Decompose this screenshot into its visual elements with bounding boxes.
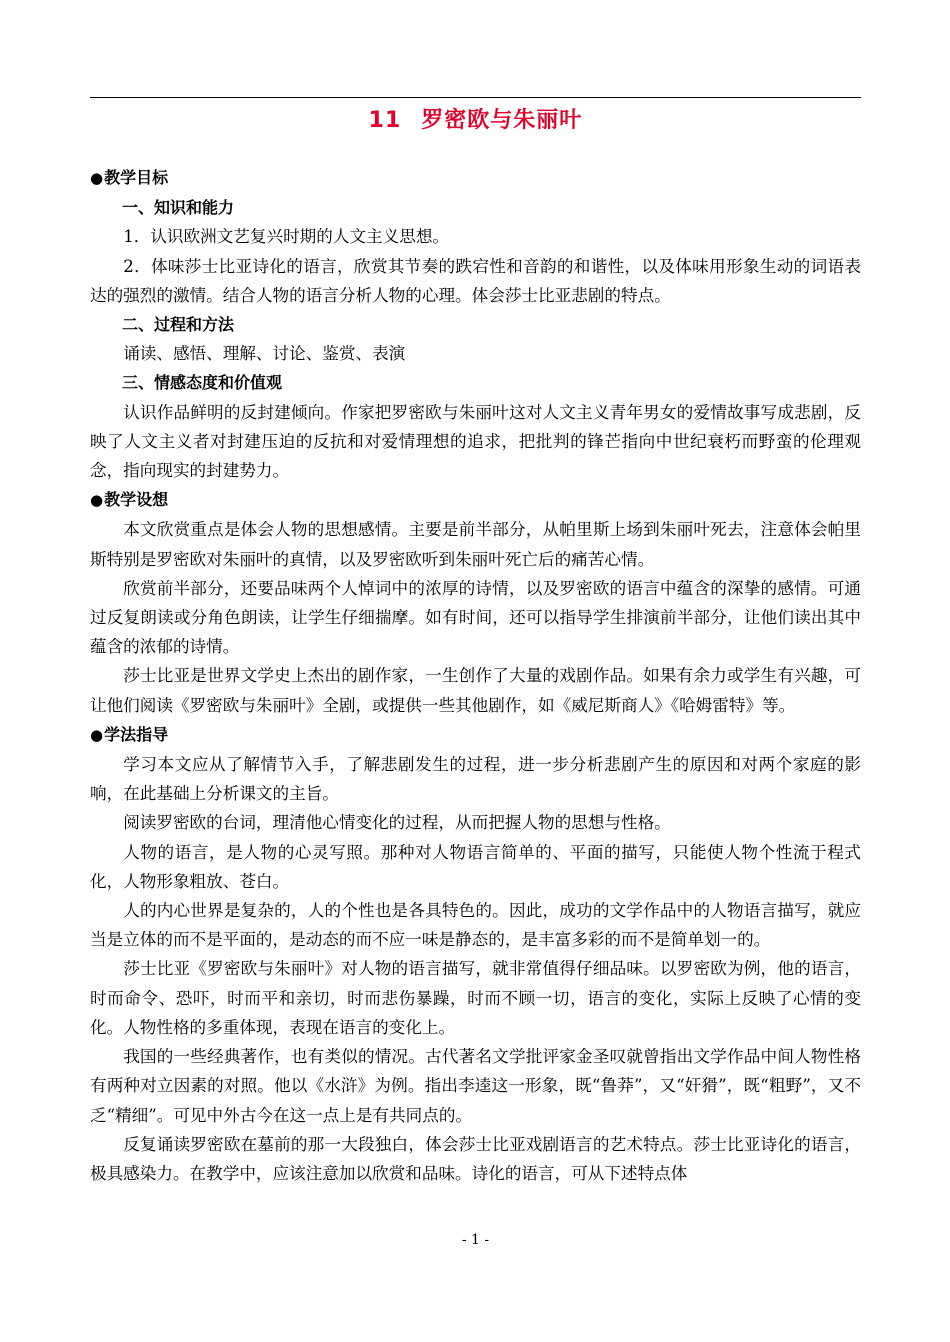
lesson-number: 11 <box>368 108 402 133</box>
document-body <box>90 163 861 1188</box>
method-paragraph: 人的内心世界是复杂的，人的个性也是各具特色的。因此，成功的文学作品中的人物语言描写，就应当是立体的而不是平面的，是动态的而不应一味是静态的，是丰富多彩的而不是简单划一的。 <box>90 901 861 950</box>
bullet-icon: ● <box>90 491 104 510</box>
subheading-process: 二、过程和方法 <box>122 315 235 335</box>
design-paragraph: 莎士比亚是世界文学史上杰出的剧作家，一生创作了大量的戏剧作品。如果有余力或学生有兴趣，可让他们阅读《罗密欧与朱丽叶》全剧，或提供一些其他剧作，如《威尼斯商人》《哈姆雷特》等。 <box>90 666 861 715</box>
design-paragraph: 本文欣赏重点是体会人物的思想感情。主要是前半部分，从帕里斯上场到朱丽叶死去，注意体会帕里斯特别是罗密欧对朱丽叶的真情，以及罗密欧听到朱丽叶死亡后的痛苦心情。 <box>90 520 861 569</box>
method-paragraph: 我国的一些经典著作，也有类似的情况。古代著名文学批评家金圣叹就曾指出文学作品中间人物性格有两种对立因素的对照。他以《水浒》为例。指出李逵这一形象，既“鲁莽”，又“奸猾”，既“粗野”，又不乏“精细”。可见中外古今在这一点上是有共同点的。 <box>90 1047 861 1125</box>
document-page <box>90 0 861 1342</box>
section-heading-design: ●教学设想 <box>90 490 169 510</box>
bullet-icon: ● <box>90 169 104 187</box>
section-heading-goals: ●教学目标 <box>90 168 169 187</box>
goal-item-1: 1．认识欧洲文艺复兴时期的人文主义思想。 <box>123 227 450 247</box>
subheading-knowledge: 一、知识和能力 <box>122 198 235 218</box>
design-paragraph: 欣赏前半部分，还要品味两个人悼词中的浓厚的诗情，以及罗密欧的语言中蕴含的深挚的感情。可通过反复朗读或分角色朗读，让学生仔细揣摩。如有时间，还可以指导学生排演前半部分，让他们读出其中蕴含的浓郁的诗情。 <box>90 578 861 657</box>
lesson-title: 罗密欧与朱丽叶 <box>421 108 583 133</box>
method-paragraph: 学习本文应从了解情节入手，了解悲剧发生的过程，进一步分析悲剧产生的原因和对两个家庭的影响，在此基础上分析课文的主旨。 <box>90 755 861 804</box>
method-paragraph: 阅读罗密欧的台词，理清他心情变化的过程，从而把握人物的思想与性格。 <box>123 813 671 833</box>
goal-item-2: 2．体味莎士比亚诗化的语言，欣赏其节奏的跌宕性和音韵的和谐性，以及体味用形象生动的词语表达的强烈的激情。结合人物的语言分析人物的心理。体会莎士比亚悲剧的特点。 <box>90 256 861 305</box>
subheading-values: 三、情感态度和价值观 <box>122 373 283 393</box>
method-paragraph: 人物的语言，是人物的心灵写照。那种对人物语言简单的、平面的描写，只能使人物个性流于程式化，人物形象粗放、苍白。 <box>90 842 861 891</box>
section-heading-method: ●学法指导 <box>90 724 169 744</box>
page-number: - 1 - <box>461 1232 490 1248</box>
method-paragraph: 莎士比亚《罗密欧与朱丽叶》对人物的语言描写，就非常值得仔细品味。以罗密欧为例，他的语言，时而命令、恐吓，时而平和亲切，时而悲伤暴躁，时而不顾一切，语言的变化，实际上反映了心情的变化。人物性格的多重体现，表现在语言的变化上。 <box>90 959 861 1037</box>
process-text: 诵读、感悟、理解、讨论、鉴赏、表演 <box>123 344 406 364</box>
page-title <box>90 105 861 137</box>
header-rule <box>90 97 861 98</box>
method-paragraph: 反复诵读罗密欧在墓前的那一大段独白，体会莎士比亚戏剧语言的艺术特点。莎士比亚诗化的语言，极具感染力。在教学中，应该注意加以欣赏和品味。诗化的语言，可从下述特点体 <box>90 1134 861 1183</box>
values-text: 认识作品鲜明的反封建倾向。作家把罗密欧与朱丽叶这对人文主义青年男女的爱情故事写成悲剧，反映了人文主义者对封建压迫的反抗和对爱情理想的追求，把批判的锋芒指向中世纪衰朽而野蛮的伦理观念，指向现实的封建势力。 <box>90 402 861 481</box>
bullet-icon: ● <box>90 725 104 744</box>
